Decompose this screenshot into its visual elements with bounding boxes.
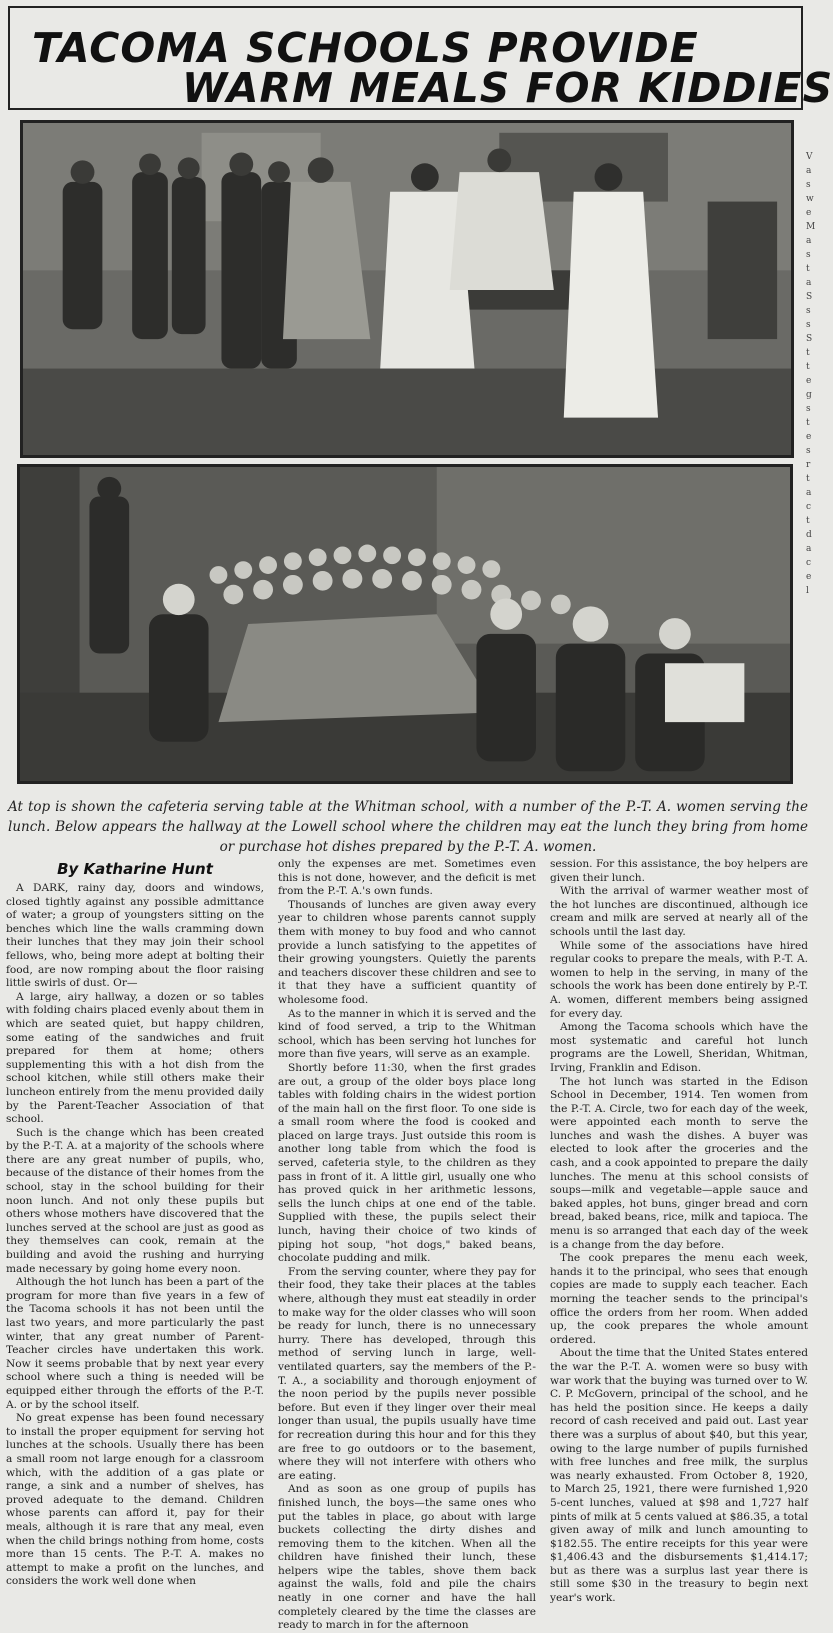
paragraph: A DARK, rainy day, doors and windows, closed tightly against any possible admittance of water; a group of youngsters sitting on the benches which line the walls cramming down their lunches that they may join their school fellows, who, being more adept at bolting their food, are now romping about the floor raising little swirls of dust. Or— xyxy=(6,882,264,990)
paragraph: The hot lunch was started in the Edison School in December, 1914. Ten women from the P.-T. A. Circle, two for each day of the week, were appointed each month to serve the lunches and wash the dishes. A buyer was elected to look after the groceries and the cash, and a cook appointed to prepare the daily lunches. The menu at this school consists of soups—milk and vegetable—apple sauce and baked apples, hot buns, ginger bread and corn bread, baked beans, rice, milk and tapioca. The menu is so arranged that each day of the week is a change from the day before. xyxy=(550,1075,808,1251)
adjacent-column-fragment: V a s w e M a s t a S s s S t t e g s t e s r t a c t d a c e l xyxy=(806,152,816,596)
paragraph: only the expenses are met. Sometimes even this is not done, however, and the deficit is met from the P.-T. A.'s own funds. xyxy=(278,858,536,898)
paragraph: Shortly before 11:30, when the first grades are out, a group of the older boys place long tables with folding chairs in the widest portion of the main hall on the first floor. To one side is a small room where the food is cooked and placed on large trays. Just outside this room is another long table from which the food is served, cafeteria style, to the children as they pass in front of it. A little girl, usually one who has proved quick in her arithmetic lessons, sells the lunch chips at one end of the table. Supplied with these, the pupils select their lunch, having their choice of two kinds of piping hot soup, "hot dogs," baked beans, chocolate pudding and milk. xyxy=(278,1061,536,1265)
paragraph: Such is the change which has been created by the P.-T. A. at a majority of the schools where there are any great number of pupils, who, because of the distance of their homes from the school, stay in the school building for their noon lunch. And not only these pupils but others whose mothers have discovered that the lunches served at the school are just as good as they themselves can cook, remain at the building and avoid the rushing and hurrying made necessary by going home every noon. xyxy=(6,1126,264,1275)
article-column-3 xyxy=(550,858,808,1605)
paragraph: A large, airy hallway, a dozen or so tables with folding chairs placed evenly about them in which are seated quiet, but happy children, some eating of the sandwiches and fruit prepared for them at home; others supplementing this with a hot dish from the school kitchen, while still others make their luncheon entirely from the menu provided daily by the Parent-Teacher Association of that school. xyxy=(6,990,264,1126)
article-column-2 xyxy=(278,858,536,1632)
headline-line-1: TACOMA SCHOOLS PROVIDE xyxy=(32,24,699,72)
paragraph: No great expense has been found necessary to install the proper equipment for serving hot lunches at the schools. Usually there has been a small room not large enough for a classroom which, with the addition of a gas plate or range, a sink and a number of shelves, has proved adequate to the demand. Children whose parents can afford it, pay for their meals, although it is rare that any meal, even when the child brings nothing from home, costs more than 15 cents. The P.-T. A. makes no attempt to make a profit on the lunches, and considers the work well done when xyxy=(6,1412,264,1588)
photo-lowell-hallway xyxy=(17,464,793,784)
byline: By Katharine Hunt xyxy=(57,860,213,878)
paragraph: As to the manner in which it is served and the kind of food served, a trip to the Whitman school, which has been serving hot lunches for more than five years, will serve as an example. xyxy=(278,1007,536,1061)
paragraph: And as soon as one group of pupils has finished lunch, the boys—the same ones who put the tables in place, go about with large buckets collecting the dirty dishes and removing them to the kitchen. When all the children have finished their lunch, these helpers wipe the tables, shove them back against the walls, fold and pile the chairs neatly in one corner and have the hall completely cleared by the time the classes are ready to march in for the afternoon xyxy=(278,1483,536,1632)
headline-line-2: WARM MEALS FOR KIDDIES xyxy=(182,64,833,112)
paragraph: With the arrival of warmer weather most of the hot lunches are discontinued, although ice cream and milk are served at nearly all of the schools until the last day. xyxy=(550,885,808,938)
photo-hallway-image xyxy=(20,467,790,781)
article-body xyxy=(6,858,809,1632)
paragraph: Among the Tacoma schools which have the most systematic and careful hot lunch programs are the Lowell, Sheridan, Whitman, Irving, Franklin and Edison. xyxy=(550,1021,808,1074)
paragraph: Although the hot lunch has been a part of the program for more than five years in a few of the Tacoma schools it has not been until the last two years, and more particularly the past winter, that any great number of Parent-Teacher circles have undertaken this work. Now it seems probable that by next year every school where such a thing is needed will be equipped either through the efforts of the P.-T. A. or by the school itself. xyxy=(6,1276,264,1411)
photo-caption: At top is shown the cafeteria serving table at the Whitman school, with a number of the P.-T. A. women serving the lunch. Below appears the hallway at the Lowell school where the children may eat the lunch they bring from home or purchase hot dishes prepared by the P.-T. A. women. xyxy=(8,799,808,855)
paragraph: The cook prepares the menu each week, hands it to the principal, who sees that enough copies are made to supply each teacher. Each morning the teacher sends to the principal's office the orders from her room. When added up, the cook prepares the whole amount ordered. xyxy=(550,1252,808,1346)
article-column-1 xyxy=(6,858,264,1588)
paragraph: About the time that the United States entered the war the P.-T. A. women were so busy with war work that the buying was turned over to W. C. P. McGovern, principal of the school, and he has held the position since. He keeps a daily record of cash received and paid out. Last year there was a surplus of about $40, but this year, owing to the large number of pupils furnished with free lunches and free milk, the surplus was nearly exhausted. From October 8, 1920, to March 25, 1921, there were furnished 1,920 5-cent lunches, valued at $98 and 1,727 half pints of milk at 5 cents valued at $86.35, a total given away of milk and lunch amounting to $182.55. The entire receipts for this year were $1,406.43 and the disbursements $1,414.17; but as there was a surplus last year there is still some $30 in the treasury to begin next year's work. xyxy=(550,1347,808,1605)
paragraph: Thousands of lunches are given away every year to children whose parents cannot supply them with money to buy food and who cannot provide a lunch satisfying to the appetites of their growing youngsters. Quietly the parents and teachers discover these children and see to it that they have a sufficient quantity of wholesome food. xyxy=(278,898,536,1006)
photo-cafeteria-image xyxy=(23,123,791,455)
paragraph: While some of the associations have hired regular cooks to prepare the meals, with P.-T. A. women to help in the serving, in many of the schools the work has been done entirely by P.-T. A. women, different members being assigned for every day. xyxy=(550,939,808,1020)
headline-box xyxy=(8,6,833,112)
photo-cafeteria-serving-table xyxy=(20,120,794,458)
paragraph: session. For this assistance, the boy helpers are given their lunch. xyxy=(550,858,808,884)
paragraph: From the serving counter, where they pay for their food, they take their places at the tables where, although they must eat steadily in order to make way for the older classes who will soon be ready for lunch, there is no unnecessary hurry. There has developed, through this method of serving lunch in large, well-ventilated quarters, say the members of the P.-T. A., a sociability and thorough enjoyment of the noon period by the pupils never possible before. But even if they linger over their meal longer than usual, the pupils usually have time for recreation during this hour and for this they are free to go outdoors or to the basement, where they will not interfere with others who are eating. xyxy=(278,1265,536,1482)
